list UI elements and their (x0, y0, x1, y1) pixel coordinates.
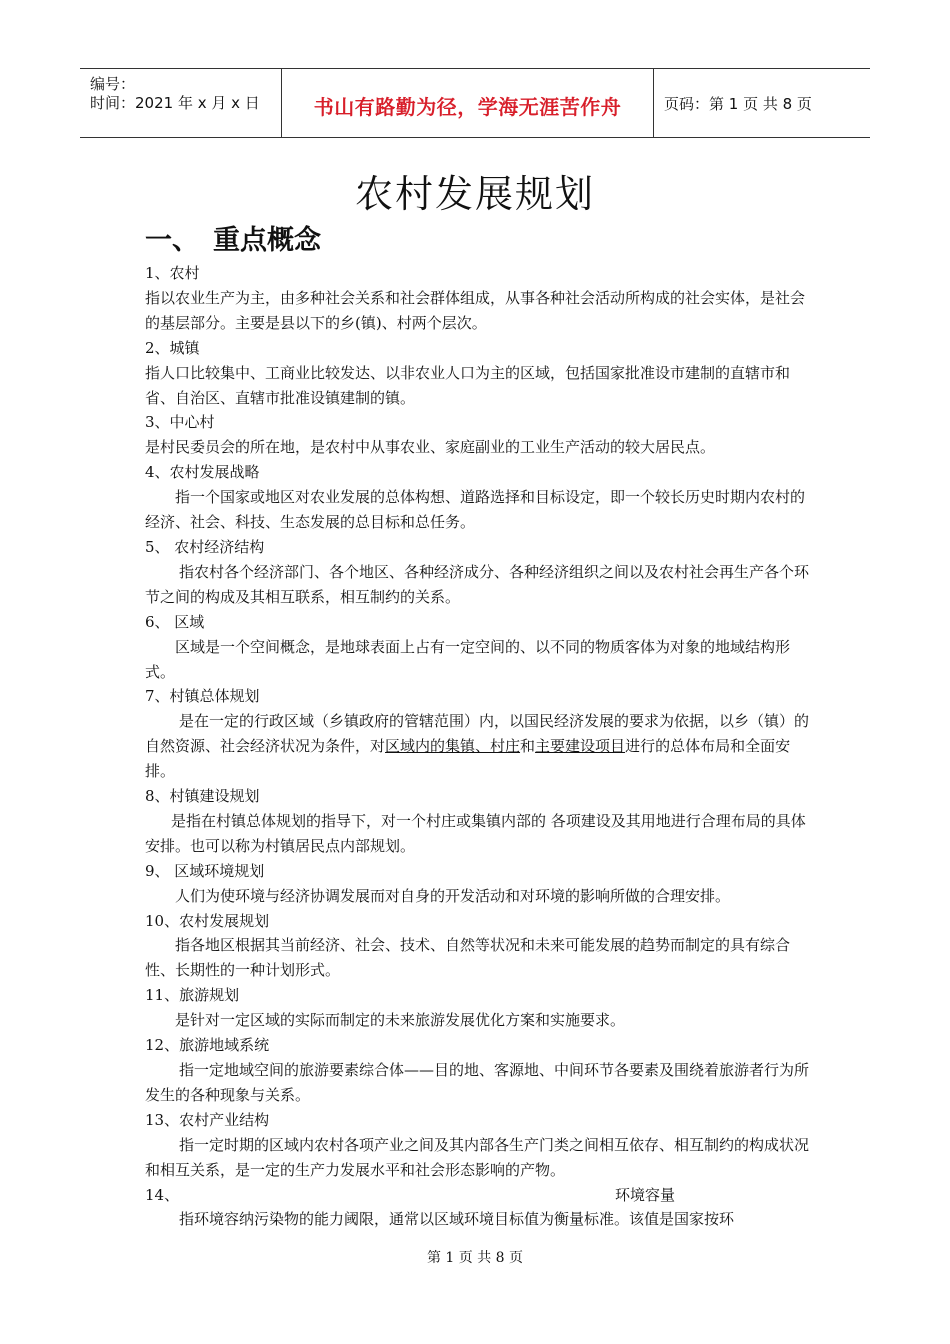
item-heading: 12、旅游地域系统 (145, 1036, 270, 1055)
item-text: 指环境容纳污染物的能力阈限，通常以区域环境目标值为衡量标准。该值是国家按环 (179, 1210, 735, 1229)
motto: 书山有路勤为径，学海无涯苦作舟 (313, 95, 622, 119)
header-meta-cell (80, 69, 282, 137)
item-heading: 9、 区域环境规划 (145, 861, 265, 880)
item-heading (145, 1183, 810, 1208)
item-heading: 13、农村产业结构 (145, 1110, 270, 1129)
underlined-term: 主要建设项目 (535, 737, 626, 756)
item-text: 指人口比较集中、工商业比较发达、以非农业人口为主的区域，包括国家批准设市建制的直辖市和省、自治区、直辖市批准设镇建制的镇。 (145, 363, 791, 407)
item-text-part: 进行的总体布局和全面安排。 (145, 737, 791, 781)
item-heading: 5、 农村经济结构 (145, 537, 265, 556)
item-text: 是村民委员会的所在地，是农村中从事农业、家庭副业的工业生产活动的较大居民点。 (145, 438, 716, 457)
item-text: 人们为使环境与经济协调发展而对自身的开发活动和对环境的影响所做的合理安排。 (175, 886, 731, 905)
item-heading: 6、 区域 (145, 612, 205, 631)
item-heading: 3、中心村 (145, 413, 215, 432)
item-text: 指一定地域空间的旅游要素综合体——目的地、客源地、中间环节各要素及围绕着旅游者行为所发生的各种现象与关系。 (145, 1061, 810, 1104)
item-text-part: 和 (520, 737, 536, 756)
page-info: 页码：第 1 页 共 8 页 (664, 95, 812, 113)
item-number: 14、 (145, 1185, 180, 1204)
item-text: 区域是一个空间概念，是地球表面上占有一定空间的、以不同的物质客体为对象的地域结构形式。 (145, 637, 791, 681)
page-title: 农村发展规划 (354, 172, 595, 216)
item-heading: 10、农村发展规划 (145, 911, 270, 930)
concept-list (145, 261, 810, 1232)
section-number: 一、 (145, 225, 199, 256)
item-text: 指一个国家或地区对农业发展的总体构想、道路选择和目标设定，即一个较长历史时期内农村的经济、社会、科技、生态发展的总目标和总任务。 (145, 488, 806, 532)
header-page-cell (654, 69, 870, 137)
item-text: 指农村各个经济部门、各个地区、各种经济成分、各种经济组织之间以及农村社会再生产各个环节之间的构成及其相互联系，相互制约的关系。 (145, 562, 810, 606)
item-heading: 7、村镇总体规划 (145, 687, 260, 706)
item-text: 指以农业生产为主，由多种社会关系和社会群体组成，从事各种社会活动所构成的社会实体，是社会的基层部分。主要是县以下的乡(镇)、村两个层次。 (145, 288, 806, 332)
item-term: 环境容量 (615, 1185, 676, 1204)
item-text-part: 是在一定的行政区域（乡镇政府的管辖范围）内，以国民经济发展的要求为依据，以乡（镇）的自然资源、社会经济状况为条件，对 (145, 712, 810, 756)
item-text: 指一定时期的区域内农村各项产业之间及其内部各生产门类之间相互依存、相互制约的构成状况和相互关系，是一定的生产力发展水平和社会形态影响的产物。 (145, 1135, 810, 1179)
document-header (80, 68, 870, 138)
item-heading: 4、农村发展战略 (145, 463, 260, 482)
time-label: 时间：2021 年 x 月 x 日 (90, 94, 260, 112)
item-heading: 2、城镇 (145, 338, 200, 357)
item-heading: 1、农村 (145, 264, 200, 282)
section-heading (145, 218, 321, 257)
number-label: 编号： (90, 75, 136, 93)
item-heading: 8、村镇建设规划 (145, 787, 260, 806)
item-text: 是针对一定区域的实际而制定的未来旅游发展优化方案和实施要求。 (175, 1011, 626, 1030)
page-footer: 第 1 页 共 8 页 (426, 1250, 524, 1266)
header-motto-cell (282, 69, 654, 137)
item-heading: 11、旅游规划 (145, 986, 240, 1005)
section-title: 重点概念 (213, 225, 321, 256)
item-text (145, 709, 810, 784)
item-text: 是指在村镇总体规划的指导下，对一个村庄或集镇内部的 各项建设及其用地进行合理布局的具体安排。也可以称为村镇居民点内部规划。 (145, 811, 806, 855)
item-text: 指各地区根据其当前经济、社会、技术、自然等状况和未来可能发展的趋势而制定的具有综合性、长期性的一种计划形式。 (145, 936, 791, 980)
underlined-term: 区域内的集镇、村庄 (385, 737, 521, 756)
